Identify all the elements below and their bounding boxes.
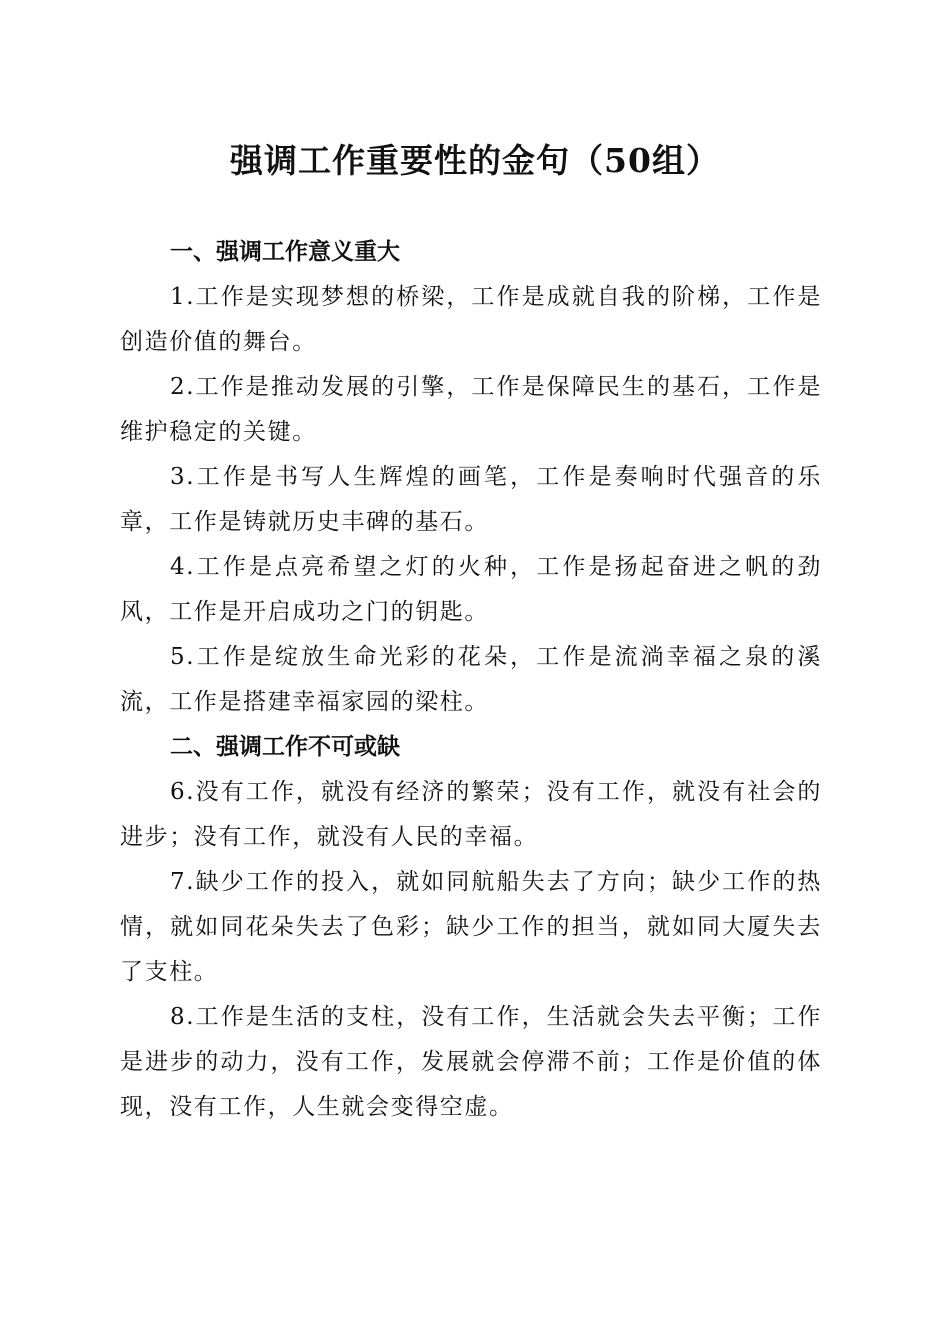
section-1 — [120, 230, 822, 725]
quote-paragraph: 4.工作是点亮希望之灯的火种，工作是扬起奋进之帆的劲风，工作是开启成功之门的钥匙。 — [120, 554, 822, 625]
document-body — [120, 230, 822, 1130]
quote-paragraph: 2.工作是推动发展的引擎，工作是保障民生的基石，工作是维护稳定的关键。 — [120, 374, 822, 445]
quote-paragraph: 5.工作是绽放生命光彩的花朵，工作是流淌幸福之泉的溪流，工作是搭建幸福家园的梁柱。 — [120, 644, 822, 715]
quote-paragraph: 1.工作是实现梦想的桥梁，工作是成就自我的阶梯，工作是创造价值的舞台。 — [120, 284, 822, 355]
quote-paragraph: 8.工作是生活的支柱，没有工作，生活就会失去平衡；工作是进步的动力，没有工作，发展就会停滞不前；工作是价值的体现，没有工作，人生就会变得空虚。 — [120, 1004, 822, 1120]
quote-paragraph: 3.工作是书写人生辉煌的画笔，工作是奏响时代强音的乐章，工作是铸就历史丰碑的基石。 — [120, 464, 822, 535]
section-heading: 二、强调工作不可或缺 — [170, 734, 400, 760]
quote-paragraph: 7.缺少工作的投入，就如同航船失去了方向；缺少工作的热情，就如同花朵失去了色彩；缺少工作的担当，就如同大厦失去了支柱。 — [120, 869, 822, 985]
quote-paragraph: 6.没有工作，就没有经济的繁荣；没有工作，就没有社会的进步；没有工作，就没有人民的幸福。 — [120, 779, 822, 850]
document-title: 强调工作重要性的金句（50组） — [230, 141, 720, 180]
section-heading: 一、强调工作意义重大 — [170, 239, 400, 265]
section-2 — [120, 725, 822, 1130]
